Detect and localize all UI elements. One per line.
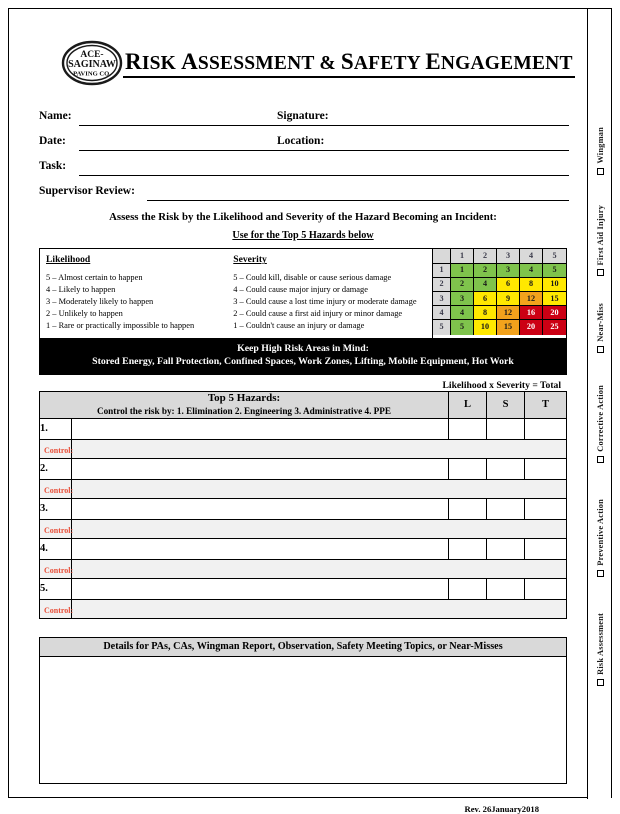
matrix-cell: 25 — [543, 320, 566, 334]
likelihood-heading: Likelihood — [46, 254, 91, 266]
matrix-cell: 3 — [451, 292, 474, 306]
likelihood-item: 4 – Likely to happen — [46, 285, 116, 295]
checkbox-icon[interactable] — [597, 346, 604, 353]
checkbox-icon[interactable] — [597, 456, 604, 463]
details-textarea[interactable] — [40, 657, 566, 783]
matrix-cell: 4 — [451, 306, 474, 320]
control-label: Control: — [44, 485, 74, 495]
label-supervisor-review: Supervisor Review: — [39, 185, 135, 197]
document-header — [39, 35, 573, 91]
hazard-t-input[interactable] — [525, 578, 567, 599]
column-header-t: T — [525, 391, 567, 418]
hazard-number: 1. — [40, 418, 72, 439]
hazard-l-input[interactable] — [449, 578, 487, 599]
top-5-hazards-table — [39, 391, 567, 619]
likelihood-item: 5 – Almost certain to happen — [46, 273, 143, 283]
sidebar-item-corrective-action[interactable] — [588, 385, 612, 463]
hazard-input[interactable] — [72, 538, 449, 559]
hazard-number: 5. — [40, 578, 72, 599]
label-date: Date: — [39, 135, 66, 147]
matrix-cell: 20 — [520, 320, 543, 334]
matrix-cell: 4 — [520, 264, 543, 278]
column-header-s: S — [487, 391, 525, 418]
assess-line-1: Assess the Risk by the Likelihood and Severity of the Hazard Becoming an Incident: — [109, 211, 497, 223]
severity-item: 3 – Could cause a lost time injury or moderate damage — [233, 297, 417, 307]
details-section — [39, 637, 567, 784]
label-name: Name: — [39, 110, 72, 122]
hazard-t-input[interactable] — [525, 538, 567, 559]
control-label-cell — [40, 599, 72, 618]
hazard-number: 3. — [40, 498, 72, 519]
matrix-col-header: 3 — [497, 249, 520, 263]
control-label: Control: — [44, 445, 74, 455]
hazard-row — [40, 538, 567, 559]
control-label: Control: — [44, 565, 74, 575]
severity-item: 2 – Could cause a first aid injury or minor damage — [233, 309, 403, 319]
hazard-row — [40, 458, 567, 479]
matrix-cell: 12 — [497, 306, 520, 320]
matrix-cell: 5 — [451, 320, 474, 334]
likelihood-column — [46, 254, 233, 332]
hazard-row — [40, 418, 567, 439]
hazard-l-input[interactable] — [449, 458, 487, 479]
matrix-cell: 8 — [474, 306, 497, 320]
hazard-input[interactable] — [72, 578, 449, 599]
severity-column — [233, 254, 428, 332]
matrix-col-header: 2 — [474, 249, 497, 263]
matrix-cell: 8 — [520, 278, 543, 292]
hazard-s-input[interactable] — [487, 538, 525, 559]
hazard-l-input[interactable] — [449, 538, 487, 559]
matrix-col-header: 4 — [520, 249, 543, 263]
sidebar-item-label: Wingman — [595, 127, 605, 164]
control-input[interactable] — [72, 439, 567, 458]
sidebar-item-label: Corrective Action — [595, 385, 605, 452]
hazard-s-input[interactable] — [487, 458, 525, 479]
hazard-t-input[interactable] — [525, 458, 567, 479]
hazard-number: 2. — [40, 458, 72, 479]
page-title: RISK ASSESSMENT & SAFETY ENGAGEMENT — [123, 49, 575, 78]
label-task: Task: — [39, 160, 67, 172]
matrix-col-header: 1 — [451, 249, 474, 263]
control-label-cell — [40, 479, 72, 498]
hazard-input[interactable] — [72, 498, 449, 519]
hazard-s-input[interactable] — [487, 578, 525, 599]
formula-caption: Likelihood x Severity = Total — [442, 379, 561, 391]
risk-matrix — [432, 249, 566, 338]
control-input[interactable] — [72, 559, 567, 578]
likelihood-item: 2 – Unlikely to happen — [46, 309, 123, 319]
label-signature: Signature: — [277, 110, 329, 122]
svg-text:PAVING CO.: PAVING CO. — [73, 70, 111, 78]
banner-line-2: Stored Energy, Fall Protection, Confined Spaces, Work Zones, Lifting, Mobile Equipment, Hot Work — [92, 355, 514, 367]
hazard-input[interactable] — [72, 418, 449, 439]
field-row-task — [39, 151, 567, 176]
sidebar-item-label: Preventive Action — [595, 499, 605, 566]
revision-text: Rev. 26January2018 — [464, 803, 539, 814]
control-input[interactable] — [72, 479, 567, 498]
sidebar-item-label: Risk Assessment — [595, 613, 605, 675]
banner-line-1: Keep High Risk Areas in Mind: — [237, 343, 369, 355]
matrix-corner-cell — [433, 249, 451, 263]
matrix-cell: 12 — [520, 292, 543, 306]
control-label: Control: — [44, 525, 74, 535]
severity-item: 1 – Couldn't cause an injury or damage — [233, 321, 365, 331]
matrix-cell: 6 — [497, 278, 520, 292]
matrix-row-header: 2 — [433, 278, 451, 292]
matrix-row-header: 4 — [433, 306, 451, 320]
severity-item: 4 – Could cause major injury or damage — [233, 285, 368, 295]
matrix-cell: 15 — [543, 292, 566, 306]
sidebar-item-label: First Aid Injury — [595, 205, 605, 266]
form-content — [9, 9, 589, 814]
input-supervisor-review[interactable] — [147, 200, 569, 201]
hazards-header-line-2: Control the risk by: 1. Elimination 2. Engineering 3. Administrative 4. PPE — [96, 405, 392, 416]
control-row — [40, 439, 567, 458]
matrix-cell: 2 — [474, 264, 497, 278]
hazard-row — [40, 578, 567, 599]
control-label: Control: — [44, 605, 74, 615]
severity-item: 5 – Could kill, disable or cause serious damage — [233, 273, 392, 283]
hazard-t-input[interactable] — [525, 498, 567, 519]
hazard-s-input[interactable] — [487, 418, 525, 439]
matrix-cell: 3 — [497, 264, 520, 278]
field-row-name-signature — [39, 101, 567, 126]
severity-heading: Severity — [233, 254, 267, 266]
matrix-cell: 10 — [474, 320, 497, 334]
matrix-cell: 1 — [451, 264, 474, 278]
control-row — [40, 599, 567, 618]
hazards-header-title — [40, 391, 449, 418]
matrix-cell: 2 — [451, 278, 474, 292]
control-label-cell — [40, 439, 72, 458]
matrix-cell: 9 — [497, 292, 520, 306]
hazards-header-row — [40, 391, 567, 418]
hazard-l-input[interactable] — [449, 418, 487, 439]
risk-definitions-band — [39, 248, 567, 339]
matrix-row-header: 3 — [433, 292, 451, 306]
company-logo — [61, 39, 123, 87]
matrix-cell: 20 — [543, 306, 566, 320]
matrix-row-header: 1 — [433, 264, 451, 278]
risk-definitions — [40, 249, 432, 338]
hazard-row — [40, 498, 567, 519]
checkbox-icon[interactable] — [597, 168, 604, 175]
form-fields — [39, 101, 567, 201]
hazards-header-line-1: Top 5 Hazards: — [207, 391, 281, 404]
hazard-l-input[interactable] — [449, 498, 487, 519]
ace-saginaw-logo-icon — [61, 39, 123, 87]
label-location: Location: — [277, 135, 325, 147]
assess-instructions — [39, 211, 567, 244]
category-sidebar — [587, 9, 611, 799]
matrix-row-header: 5 — [433, 320, 451, 334]
likelihood-item: 1 – Rare or practically impossible to happen — [46, 321, 195, 331]
document-page — [8, 8, 612, 814]
control-input[interactable] — [72, 599, 567, 618]
sidebar-item-wingman[interactable] — [588, 127, 612, 175]
checkbox-icon[interactable] — [597, 679, 604, 686]
matrix-cell: 10 — [543, 278, 566, 292]
field-row-date-location — [39, 126, 567, 151]
hazard-t-input[interactable] — [525, 418, 567, 439]
sidebar-item-risk-assessment[interactable] — [588, 613, 612, 686]
page-title-wrap — [123, 49, 581, 78]
high-risk-banner — [39, 339, 567, 374]
sidebar-item-first-aid-injury[interactable] — [588, 205, 612, 276]
matrix-cell: 5 — [543, 264, 566, 278]
matrix-cell: 6 — [474, 292, 497, 306]
assess-line-2: Use for the Top 5 Hazards below — [232, 230, 374, 242]
matrix-cell: 15 — [497, 320, 520, 334]
details-heading: Details for PAs, CAs, Wingman Report, Observation, Safety Meeting Topics, or Near-Misses — [40, 638, 566, 657]
control-label-cell — [40, 519, 72, 538]
svg-text:SAGINAW: SAGINAW — [68, 59, 116, 70]
control-input[interactable] — [72, 519, 567, 538]
control-row — [40, 519, 567, 538]
sidebar-item-label: Near-Miss — [595, 303, 605, 342]
hazard-s-input[interactable] — [487, 498, 525, 519]
checkbox-icon[interactable] — [597, 570, 604, 577]
matrix-col-header: 5 — [543, 249, 566, 263]
checkbox-icon[interactable] — [597, 269, 604, 276]
matrix-cell: 4 — [474, 278, 497, 292]
control-row — [40, 559, 567, 578]
hazard-number: 4. — [40, 538, 72, 559]
control-row — [40, 479, 567, 498]
matrix-cell: 16 — [520, 306, 543, 320]
control-label-cell — [40, 559, 72, 578]
field-row-supervisor — [39, 176, 567, 201]
sidebar-item-near-miss[interactable] — [588, 303, 612, 353]
hazard-input[interactable] — [72, 458, 449, 479]
likelihood-item: 3 – Moderately likely to happen — [46, 297, 154, 307]
column-header-l: L — [449, 391, 487, 418]
sidebar-item-preventive-action[interactable] — [588, 499, 612, 577]
svg-text:ACE-: ACE- — [80, 50, 104, 60]
